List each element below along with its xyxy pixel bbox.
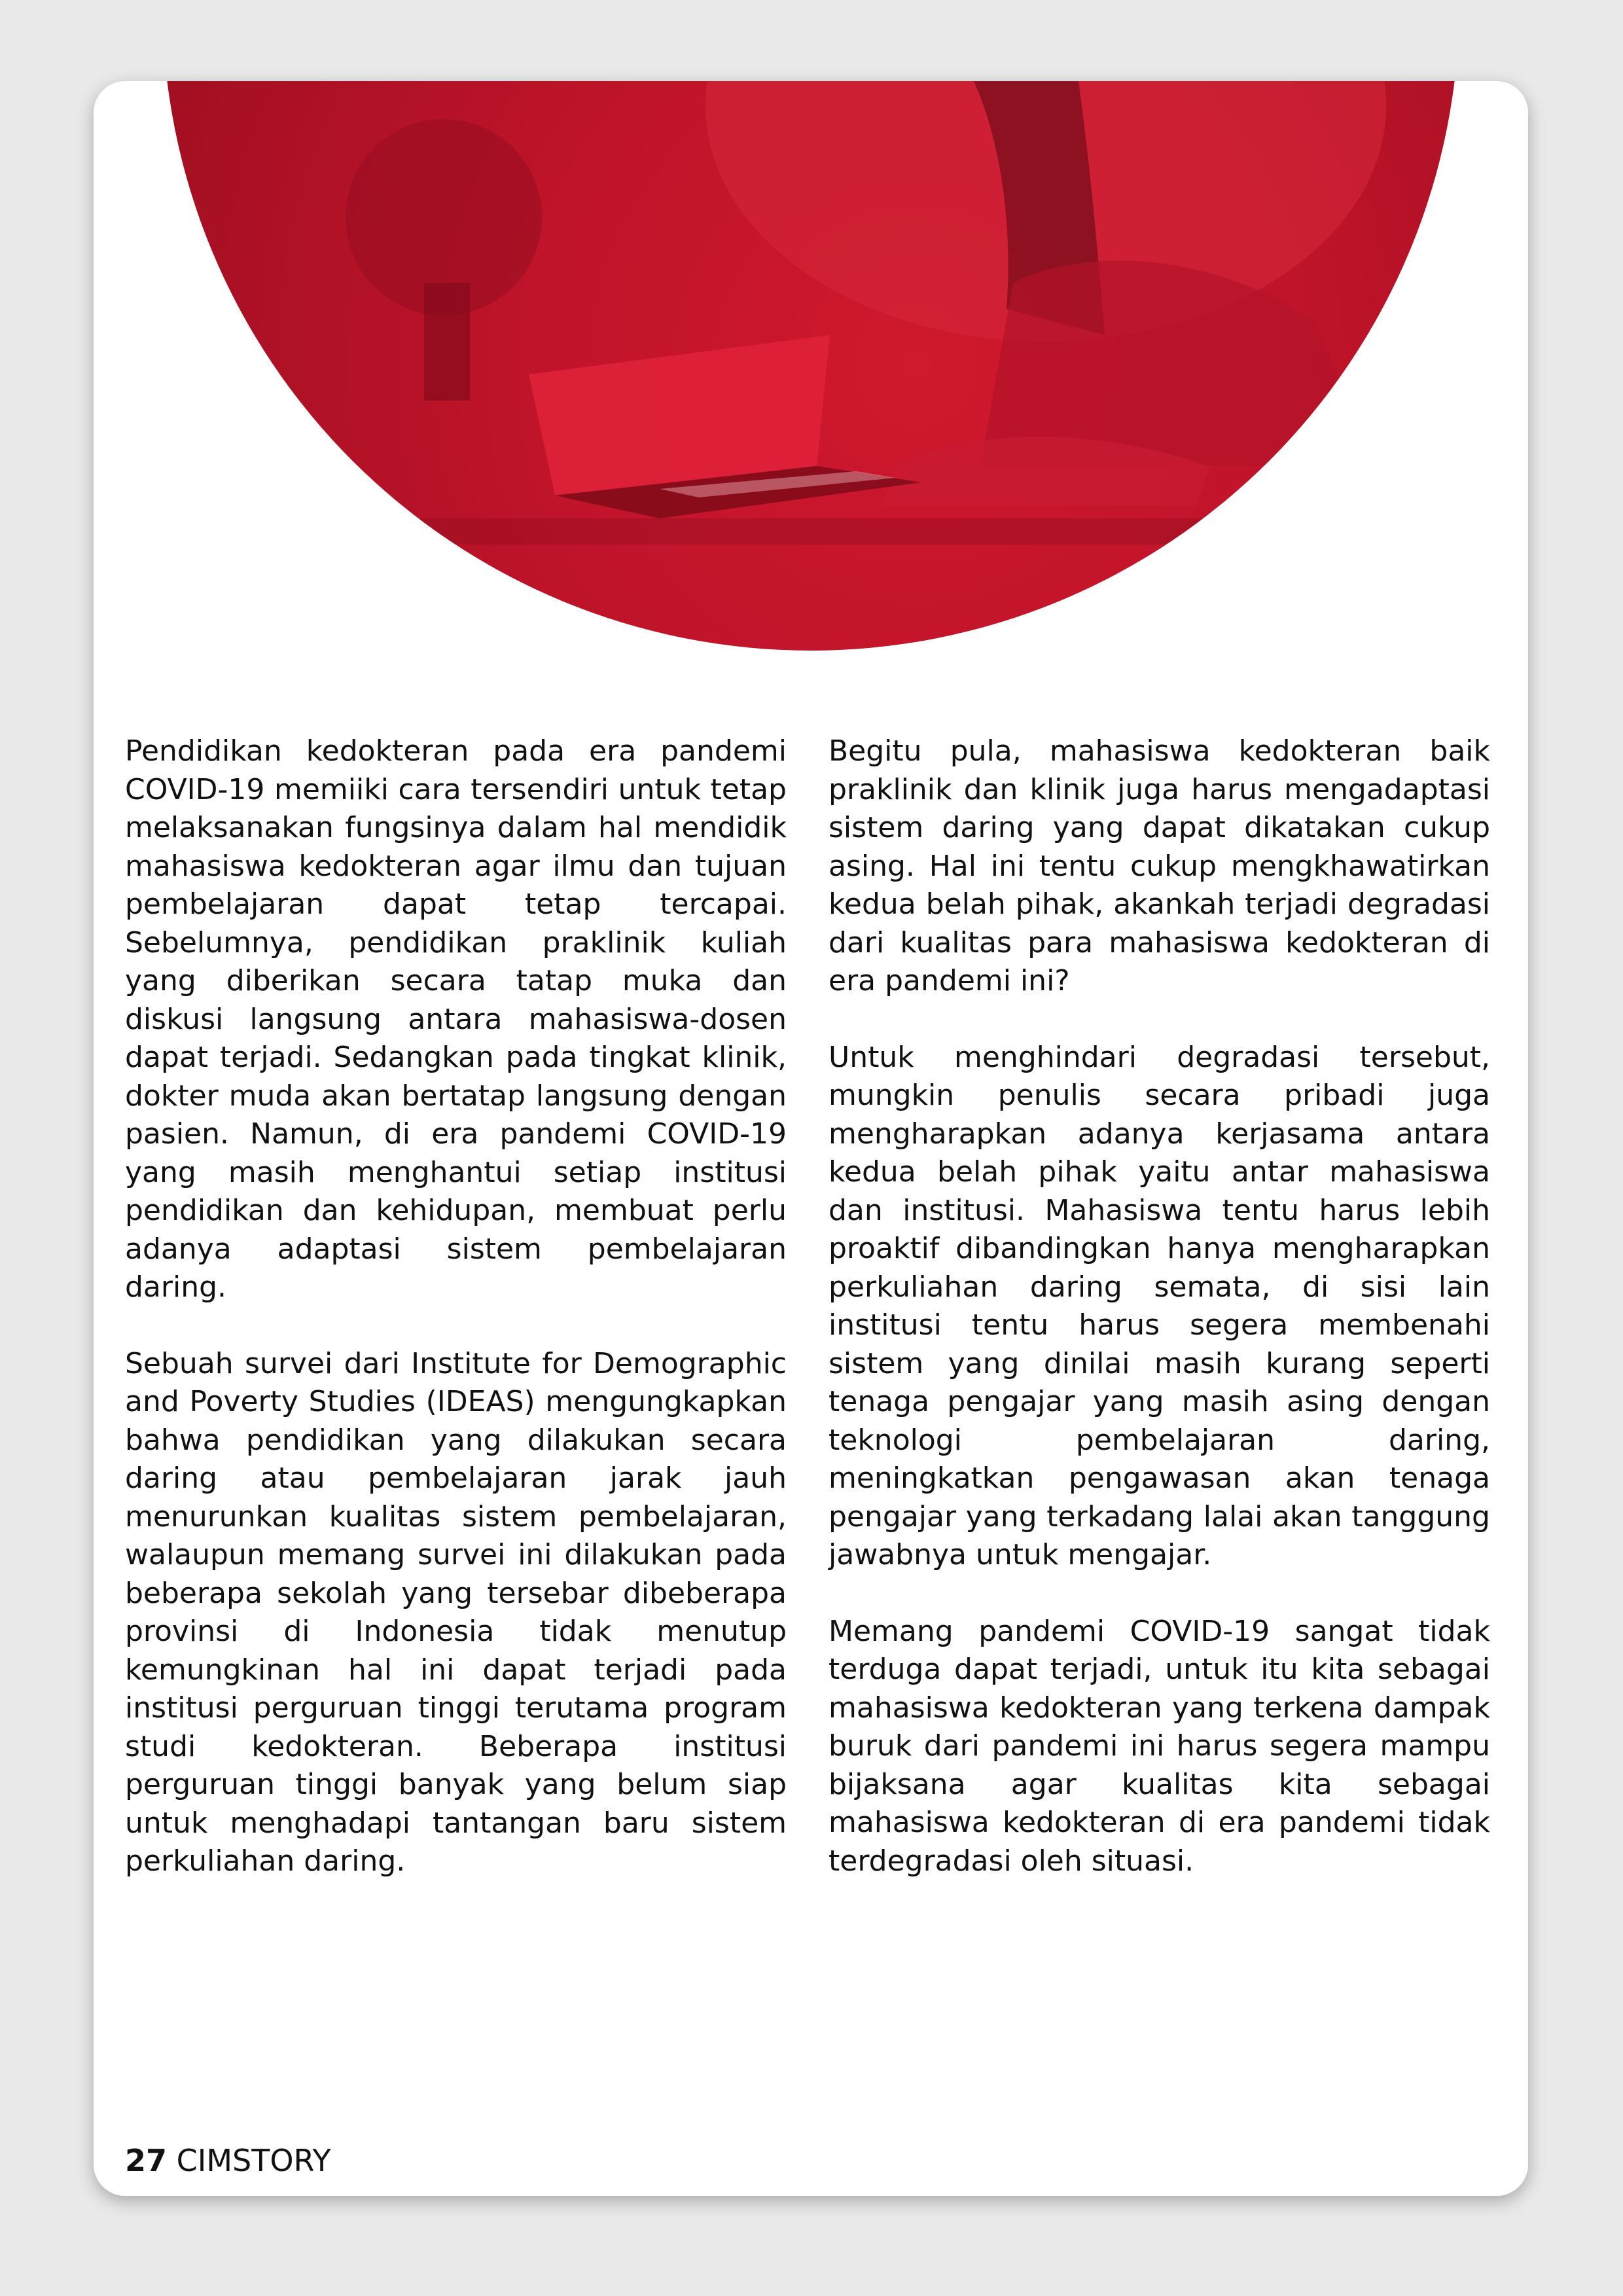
article-paragraph: Begitu pula, mahasiswa kedokteran baik praklinik dan klinik juga harus mengadaptasi sistem daring yang dapat dikatakan cukup asing. Hal ini tentu cukup mengkhawatirkan kedua belah pihak, akankah terjadi degradasi dari kualitas para mahasiswa kedokteran di era pandemi ini? (829, 734, 1490, 997)
header-red-semicircle (162, 81, 1459, 651)
article-paragraph: Sebuah survei dari Institute for Demographic and Poverty Studies (IDEAS) mengungkapkan bahwa pendidikan yang dilakukan secara daring atau pembelajaran jarak jauh menurunkan kualitas sistem pembelajaran, walaupun memang survei ini dilakukan pada beberapa sekolah yang tersebar dibeberapa provinsi di Indonesia tidak menutup kemungkinan hal ini dapat terjadi pada institusi perguruan tinggi terutama program studi kedokteran. Beberapa institusi perguruan tinggi banyak yang belum siap untuk menghadapi tantangan baru sistem perkuliahan daring. (125, 1346, 787, 1878)
page-number: 27 (125, 2143, 168, 2178)
magazine-page (94, 81, 1528, 2196)
page-footer (125, 2143, 331, 2178)
laptop-photo-duotone (162, 81, 1459, 651)
article-column-left (125, 732, 787, 1919)
article-paragraph: Pendidikan kedokteran pada era pandemi COVID-19 memiiki cara tersendiri untuk tetap melaksanakan fungsinya dalam hal mendidik mahasiswa kedokteran agar ilmu dan tujuan pembelajaran dapat tetap tercapai. Sebelumnya, pendidikan praklinik kuliah yang diberikan secara tatap muka dan diskusi langsung antara mahasiswa-dosen dapat terjadi. Sedangkan pada tingkat klinik, dokter muda akan bertatap langsung dengan pasien. Namun, di era pandemi COVID-19 yang masih menghantui setiap institusi pendidikan dan kehidupan, membuat perlu adanya adaptasi sistem pembelajaran daring. (125, 734, 787, 1304)
article-paragraph: Memang pandemi COVID-19 sangat tidak terduga dapat terjadi, untuk itu kita sebagai mahasiswa kedokteran yang terkena dampak buruk dari pandemi ini harus segera mampu bijaksana agar kualitas kita sebagai mahasiswa kedokteran di era pandemi tidak terdegradasi oleh situasi. (829, 1614, 1490, 1878)
article-paragraph: Untuk menghindari degradasi tersebut, mungkin penulis secara pribadi juga mengharapkan adanya kerjasama antara kedua belah pihak yaitu antar mahasiswa dan institusi. Mahasiswa tentu harus lebih proaktif dibandingkan hanya mengharapkan perkuliahan daring semata, di sisi lain institusi tentu harus segera membenahi sistem yang dinilai masih kurang seperti tenaga pengajar yang masih asing dengan teknologi pembelajaran daring, meningkatkan pengawasan akan tenaga pengajar yang terkadang lalai akan tanggung jawabnya untuk mengajar. (829, 1040, 1490, 1571)
article-column-right (829, 732, 1490, 1918)
magazine-name: CIMSTORY (176, 2143, 331, 2178)
